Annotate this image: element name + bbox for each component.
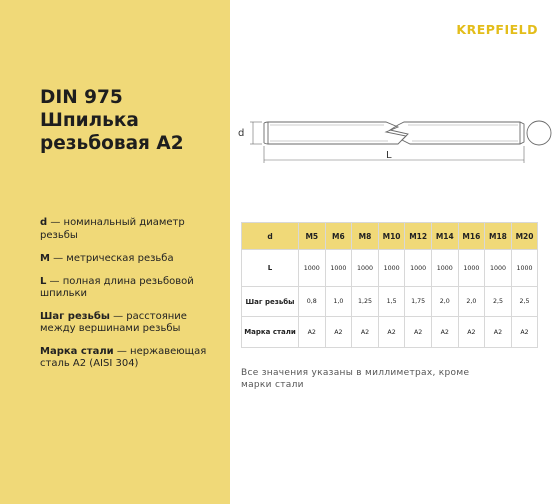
- table-cell: 2,0: [431, 287, 458, 317]
- dimension-d: [250, 122, 262, 144]
- definition-m: [40, 253, 225, 266]
- definition-text: — полная длина резьбовой шпильки: [40, 275, 194, 299]
- table-cell: 1000: [378, 250, 405, 287]
- table-cell: A2: [485, 317, 512, 348]
- table-header-cell: d: [242, 223, 299, 250]
- definition-term: M: [40, 253, 50, 264]
- table-cell: 0,8: [299, 287, 326, 317]
- table-cell: A2: [405, 317, 432, 348]
- dimension-d-label: d: [238, 128, 245, 139]
- table-cell: 2,5: [511, 287, 538, 317]
- table-cell: A2: [352, 317, 379, 348]
- table-cell: 1000: [458, 250, 485, 287]
- table-cell: 1000: [485, 250, 512, 287]
- table-cell: A2: [458, 317, 485, 348]
- dimension-l: [264, 146, 524, 163]
- table-header-cell: M5: [299, 223, 326, 250]
- table-cell: 1000: [511, 250, 538, 287]
- table-header-cell: M16: [458, 223, 485, 250]
- table-cell: 1000: [352, 250, 379, 287]
- table-header-cell: M6: [325, 223, 352, 250]
- definition-text: — нержавеющая сталь А2 (AISI 304): [40, 345, 207, 369]
- table-cell: A2: [378, 317, 405, 348]
- stud-drawing: [236, 100, 556, 175]
- table-row-length: [242, 250, 538, 287]
- definition-d: [40, 217, 225, 242]
- stud-end-view: [527, 121, 551, 145]
- table-cell: 1,75: [405, 287, 432, 317]
- table-cell: A2: [299, 317, 326, 348]
- table-row-label: L: [242, 250, 299, 287]
- table-row-steel: [242, 317, 538, 348]
- table-cell: 1,0: [325, 287, 352, 317]
- definition-l: [40, 276, 225, 301]
- definition-text: — метрическая резьба: [49, 253, 174, 264]
- table-cell: 1000: [299, 250, 326, 287]
- table-header-cell: M18: [485, 223, 512, 250]
- table-header-cell: M14: [431, 223, 458, 250]
- table-cell: A2: [431, 317, 458, 348]
- table-header-cell: M8: [352, 223, 379, 250]
- definition-term: Шаг резьбы: [40, 310, 110, 322]
- table-header-row: [242, 223, 538, 250]
- table-header-cell: M20: [511, 223, 538, 250]
- table-header-cell: M12: [405, 223, 432, 250]
- definition-steel: [40, 346, 225, 371]
- definition-term: d: [40, 217, 48, 228]
- definition-text: — расстояние между вершинами резьбы: [40, 310, 187, 334]
- table-row-label: Шаг резьбы: [242, 287, 299, 317]
- dimension-l-label: L: [386, 150, 392, 161]
- product-title: DIN 975 Шпилька резьбовая А2: [40, 87, 184, 154]
- table-cell: 1,25: [352, 287, 379, 317]
- definition-text: — номинальный диаметр резьбы: [40, 217, 185, 241]
- definitions-list: [40, 217, 225, 381]
- spec-table: [241, 222, 538, 348]
- definition-pitch: [40, 311, 225, 336]
- stud-outline: [264, 122, 524, 144]
- definition-term: L: [40, 275, 47, 287]
- table-cell: 2,5: [485, 287, 512, 317]
- definition-term: Марка стали: [40, 345, 114, 357]
- units-note: Все значения указаны в миллиметрах, кроме марки стали: [241, 368, 470, 390]
- brand-logo: KREPFIELD: [456, 22, 538, 37]
- table-cell: 1000: [431, 250, 458, 287]
- table-cell: 1000: [325, 250, 352, 287]
- table-cell: 1000: [405, 250, 432, 287]
- table-cell: 1,5: [378, 287, 405, 317]
- table-row-label: Марка стали: [242, 317, 299, 348]
- table-row-pitch: [242, 287, 538, 317]
- table-header-cell: M10: [378, 223, 405, 250]
- table-cell: 2,0: [458, 287, 485, 317]
- table-cell: A2: [325, 317, 352, 348]
- table-cell: A2: [511, 317, 538, 348]
